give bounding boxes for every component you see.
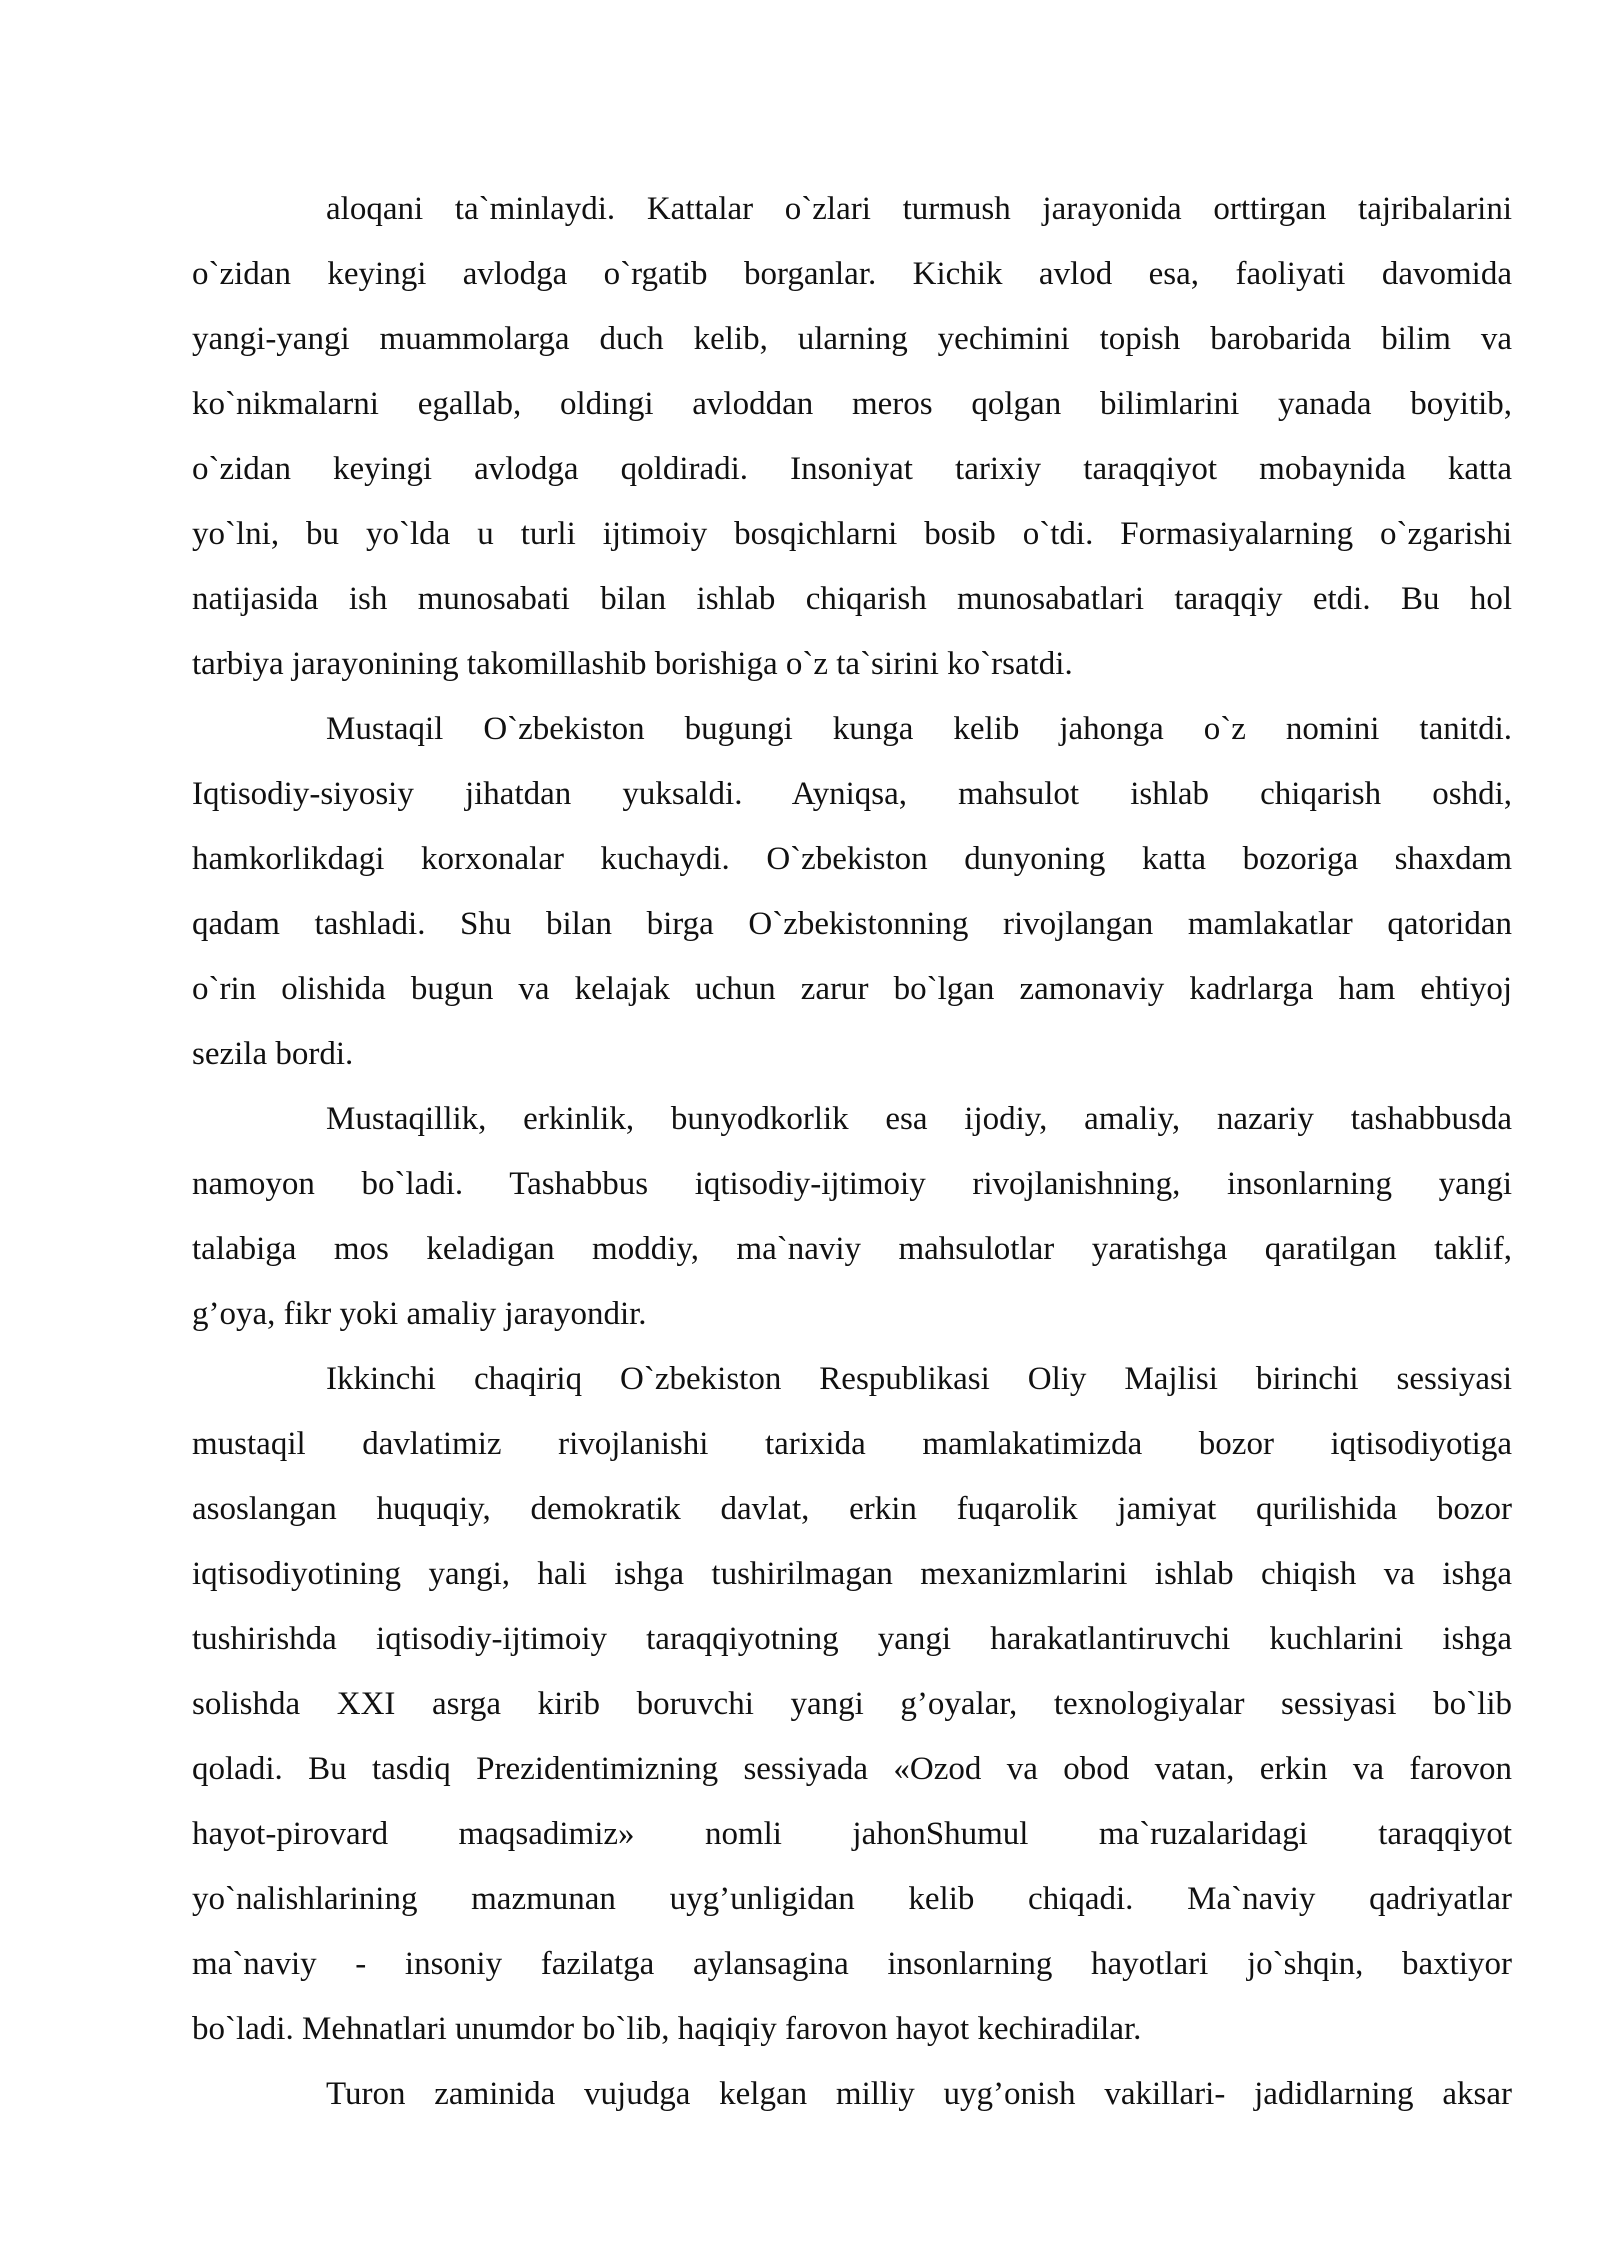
text-line: Mustaqillik, erkinlik, bunyodkorlik esa ijodiy, amaliy, nazariy tashabbusda — [326, 1101, 1512, 1137]
paragraph — [192, 2062, 1512, 2127]
text-line: Mustaqil O`zbekiston bugungi kunga kelib jahonga o`z nomini tanitdi. — [326, 711, 1512, 747]
text-line: mustaqil davlatimiz rivojlanishi tarixida mamlakatimizda bozor iqtisodiyotiga — [192, 1426, 1512, 1462]
text-line: solishda XXI asrga kirib boruvchi yangi g’oyalar, texnologiyalar sessiyasi bo`lib — [192, 1686, 1512, 1722]
text-line: tushirishda iqtisodiy-ijtimoiy taraqqiyotning yangi harakatlantiruvchi kuchlarini ishga — [192, 1621, 1512, 1657]
text-line: Turon zaminida vujudga kelgan milliy uyg’onish vakillari- jadidlarning aksar — [326, 2076, 1512, 2112]
paragraph — [192, 697, 1512, 1087]
text-line: aloqani ta`minlaydi. Kattalar o`zlari turmush jarayonida orttirgan tajribalarini — [326, 191, 1512, 227]
text-line: Iqtisodiy-siyosiy jihatdan yuksaldi. Ayniqsa, mahsulot ishlab chiqarish oshdi, — [192, 776, 1512, 812]
text-line: tarbiya jarayonining takomillashib borishiga o`z ta`sirini ko`rsatdi. — [192, 646, 1073, 682]
text-line: ko`nikmalarni egallab, oldingi avloddan meros qolgan bilimlarini yanada boyitib, — [192, 386, 1512, 422]
text-line: iqtisodiyotining yangi, hali ishga tushirilmagan mexanizmlarini ishlab chiqish va ishga — [192, 1556, 1512, 1592]
text-line: namoyon bo`ladi. Tashabbus iqtisodiy-ijtimoiy rivojlanishning, insonlarning yangi — [192, 1166, 1512, 1202]
paragraph — [192, 177, 1512, 697]
text-line: o`zidan keyingi avlodga qoldiradi. Insoniyat tarixiy taraqqiyot mobaynida katta — [192, 451, 1512, 487]
text-line: Ikkinchi chaqiriq O`zbekiston Respublikasi Oliy Majlisi birinchi sessiyasi — [326, 1361, 1512, 1397]
text-line: g’oya, fikr yoki amaliy jarayondir. — [192, 1296, 647, 1332]
paragraph — [192, 1347, 1512, 2062]
text-line: hayot-pirovard maqsadimiz» nomli jahonShumul ma`ruzalaridagi taraqqiyot — [192, 1816, 1512, 1852]
paragraph — [192, 1087, 1512, 1347]
text-line: asoslangan huquqiy, demokratik davlat, erkin fuqarolik jamiyat qurilishida bozor — [192, 1491, 1512, 1527]
text-line: o`zidan keyingi avlodga o`rgatib borganlar. Kichik avlod esa, faoliyati davomida — [192, 256, 1512, 292]
text-line: qoladi. Bu tasdiq Prezidentimizning sessiyada «Ozod va obod vatan, erkin va farovon — [192, 1751, 1512, 1787]
text-line: yangi-yangi muammolarga duch kelib, ularning yechimini topish barobarida bilim va — [192, 321, 1512, 357]
text-line: qadam tashladi. Shu bilan birga O`zbekistonning rivojlangan mamlakatlar qatoridan — [192, 906, 1512, 942]
document-body — [192, 177, 1512, 2127]
text-line: ma`naviy - insoniy fazilatga aylansagina insonlarning hayotlari jo`shqin, baxtiyor — [192, 1946, 1512, 1982]
text-line: talabiga mos keladigan moddiy, ma`naviy mahsulotlar yaratishga qaratilgan taklif, — [192, 1231, 1512, 1267]
text-line: yo`nalishlarining mazmunan uyg’unligidan kelib chiqadi. Ma`naviy qadriyatlar — [192, 1881, 1512, 1917]
text-line: sezila bordi. — [192, 1036, 354, 1072]
text-line: bo`ladi. Mehnatlari unumdor bo`lib, haqiqiy farovon hayot kechiradilar. — [192, 2011, 1142, 2047]
text-line: yo`lni, bu yo`lda u turli ijtimoiy bosqichlarni bosib o`tdi. Formasiyalarning o`zgarishi — [192, 516, 1512, 552]
text-line: hamkorlikdagi korxonalar kuchaydi. O`zbekiston dunyoning katta bozoriga shaxdam — [192, 841, 1512, 877]
text-line: o`rin olishida bugun va kelajak uchun zarur bo`lgan zamonaviy kadrlarga ham ehtiyoj — [192, 971, 1512, 1007]
text-line: natijasida ish munosabati bilan ishlab chiqarish munosabatlari taraqqiy etdi. Bu hol — [192, 581, 1512, 617]
